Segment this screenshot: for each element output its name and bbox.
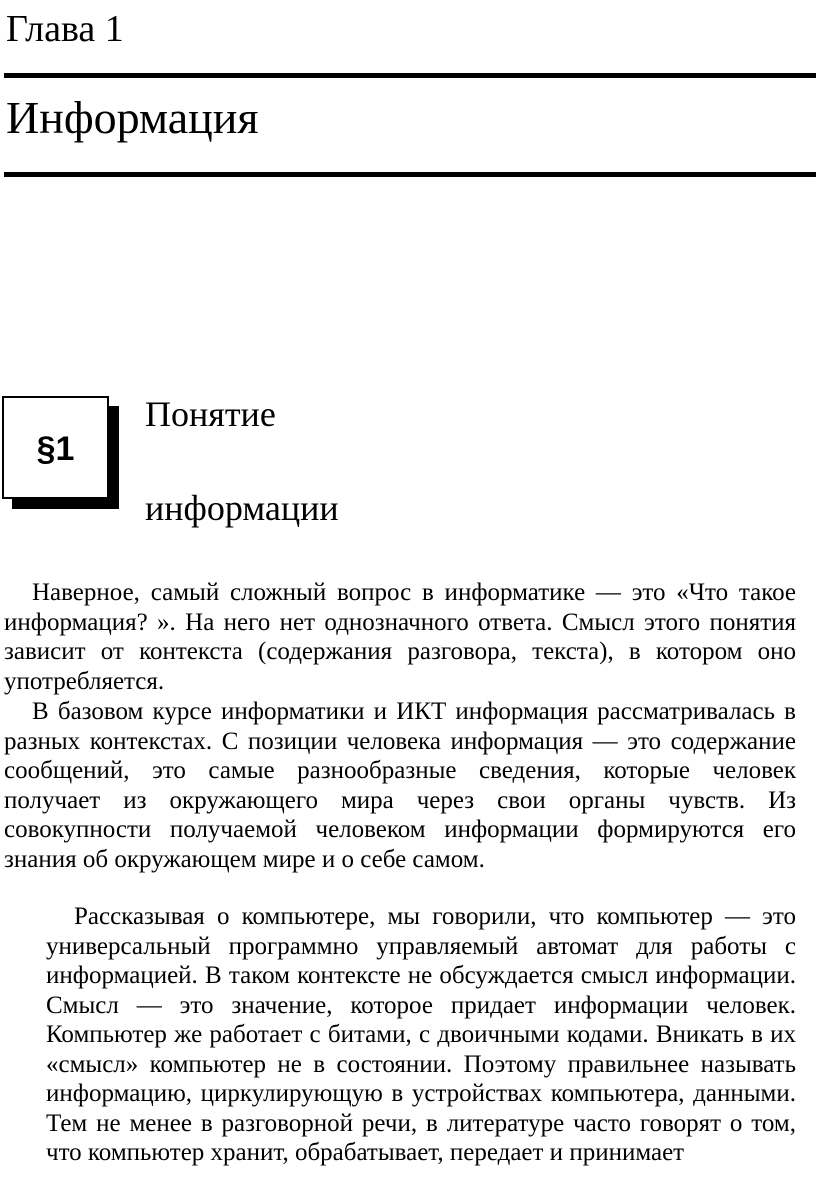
section-number: §1 [36, 430, 75, 468]
section-title-line2: информации [145, 488, 339, 528]
chapter-title: Информация [6, 92, 259, 143]
bottom-rule [4, 172, 816, 177]
chapter-label: Глава 1 [6, 8, 124, 50]
paragraph-intro: Наверное, самый сложный вопрос в информатике — это «Что такое информация? ». На него нет однозначного ответа. Смысл этого понятия зависит от контекста (содержания разговора, текста), в котором оно употребляется. [4, 579, 796, 695]
paragraph-computer: Рассказывая о компьютере, мы говорили, что компьютер — это универсальный программно управляемый автомат для работы с информацией. В таком контексте не обсуждается смысл информации. Смысл — это значение, которое придает информации человек. Компьютер же работает с битами, с двоичными кодами. Вникать в их «смысл» компьютер не в состоянии. Поэтому правильнее называть информацию, циркулирующую в устройствах компьютера, данными. Тем не менее в разговорной речи, в литературе часто говорят о том, что компьютер хранит, обрабатывает, передает и принимает [46, 903, 796, 1166]
section-title-line1: Понятие [145, 394, 276, 434]
section-number-box [2, 396, 109, 499]
paragraph-basic-course: В базовом курсе информатики и ИКТ информация рассматривалась в разных контекстах. С позиции человека информация — это содержание сообщений, это самые разнообразные сведения, которые человек получает из окружающего мира через свои органы чувств. Из совокупности получаемой человеком информации формируются его знания об окружающем мире и о себе самом. [4, 698, 796, 873]
top-rule [4, 73, 816, 78]
